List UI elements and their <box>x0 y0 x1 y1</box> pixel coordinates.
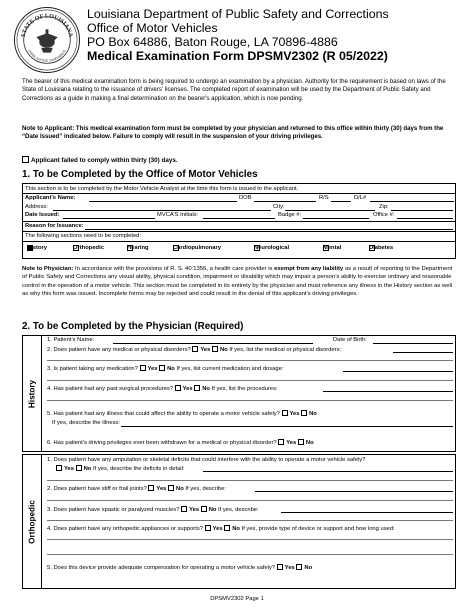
applicant-name-label: Applicant’s Name: <box>25 195 76 201</box>
o4-no-checkbox[interactable] <box>224 525 230 531</box>
orthopedic-side-label: Orthopedic <box>23 455 42 588</box>
o1-yes-checkbox[interactable] <box>56 465 62 471</box>
city-field[interactable] <box>285 210 375 211</box>
intro-paragraph: The bearer of this medical examination form is being required to undergo an examination by a physician. Authority for the requirement is based on laws of the State of Louisiana relating to the issuance of drivers' licenses. The completed report of examination will be used by the Department of Public Safety and Corrections as a guide in making a final determination on the bearer's application, which is now pending. <box>22 78 446 102</box>
failed-comply-row <box>22 156 178 164</box>
reason-field[interactable] <box>85 229 453 230</box>
ortho-q3: 3. Does patient have spastic or paralyzed muscles? Yes No If yes, describe: <box>47 507 259 513</box>
q5-no-checkbox[interactable] <box>301 410 307 416</box>
dl-field[interactable] <box>370 201 454 202</box>
section1-title: 1. To be Completed by the Office of Motor Vehicles <box>22 169 258 180</box>
zip-label: Zip: <box>379 203 389 210</box>
history-section <box>22 335 456 452</box>
failed-comply-label: Applicant failed to comply within thirty (30) days. <box>31 157 178 164</box>
date-issued-field[interactable] <box>63 218 155 219</box>
history-q3: 3. Is patient taking any medication? Yes No If yes, list current medication and dosage: <box>47 366 284 372</box>
patient-dob-label: Date of Birth: <box>333 337 367 343</box>
dl-label: D/L# <box>354 195 367 201</box>
q5-detail-label: If yes, describe the illness: <box>52 420 120 426</box>
section1-box: This section is to be completed by the Motor Vehicle Analyst at the time this form is issued to the applicant. Applicant’s Name: DOB R/S D/L# Address: City: Zip: Date Issued: MVCA’S Initials: Badge #: Office #: Reason for Issuance: The following sections need to be completed: History Orthopedic Hearing Cardiopulmonary Neurological Mental Diabetes <box>22 183 456 259</box>
applicant-name-field[interactable] <box>89 201 237 202</box>
q3-detail-field[interactable] <box>343 371 453 372</box>
history-q2: 2. Does patient have any medical or physical disorders? Yes No If yes, list the medical or physical disorders: <box>47 347 342 353</box>
o2-detail-field[interactable] <box>255 491 453 492</box>
q3-no-checkbox[interactable] <box>159 365 165 371</box>
section1-intro: This section is to be completed by the Motor Vehicle Analyst at the time this form is issued to the applicant. <box>25 185 299 192</box>
form-title: Medical Examination Form DPSMV2302 (R 05/2022) <box>87 49 388 63</box>
history-q4: 4. Has patient had any past surgical procedures? Yes No If yes, list the procedures: <box>47 386 278 392</box>
o2-yes-checkbox[interactable] <box>148 485 154 491</box>
dob-label: DOB <box>239 195 252 201</box>
office-field[interactable] <box>397 218 453 219</box>
q4-no-checkbox[interactable] <box>194 385 200 391</box>
q4-detail-field[interactable] <box>323 391 453 392</box>
ortho-q1: 1. Does patient have any amputation or skeletal deficits that could interfere with the ability to operate a motor vehicle safely? <box>47 457 366 463</box>
svg-text:STATE OF LOUISIANA: STATE OF LOUISIANA <box>20 13 74 38</box>
sections-needed-label: The following sections need to be completed: <box>25 233 142 239</box>
office-label: Office #: <box>373 212 395 218</box>
section2-title: 2. To be Completed by the Physician (Required) <box>22 321 244 332</box>
history-q6: 6. Has patient’s driving privileges ever been withdrawn for a medical or physical disorder? Yes No <box>47 440 314 446</box>
failed-comply-checkbox[interactable] <box>22 156 29 163</box>
ortho-q2: 2. Does patient have stiff or frail joints? Yes No If yes, describe: <box>47 486 226 492</box>
page-footer: DPSMV2302 Page 1 <box>210 596 264 602</box>
mvca-initials-field[interactable] <box>203 218 275 219</box>
patient-name-label: 1. Patient’s Name: <box>47 337 95 343</box>
q3-yes-checkbox[interactable] <box>140 365 146 371</box>
address-field[interactable] <box>53 210 271 211</box>
o3-no-checkbox[interactable] <box>201 506 207 512</box>
date-issued-label: Date Issued: <box>25 212 60 218</box>
orthopedic-section <box>22 454 456 589</box>
o5-no-checkbox[interactable] <box>296 564 302 570</box>
o3-yes-checkbox[interactable] <box>181 506 187 512</box>
louisiana-state-seal <box>14 7 80 73</box>
history-q5: 5. Has patient had any illness that could affect the ability to operate a motor vehicle safely? Yes No <box>47 411 317 417</box>
address-label: Address: <box>25 203 48 210</box>
history-side-label: History <box>23 336 42 451</box>
q2-yes-checkbox[interactable] <box>192 346 198 352</box>
ortho-q5: 5. Does this device provide adequate compensation for operating a motor vehicle safely? Yes No <box>47 565 313 571</box>
patient-dob-field[interactable] <box>373 343 453 344</box>
q6-no-checkbox[interactable] <box>298 439 304 445</box>
q2-detail-field[interactable] <box>393 352 453 353</box>
q4-yes-checkbox[interactable] <box>175 385 181 391</box>
rs-label: R/S <box>319 195 329 201</box>
office-name: Office of Motor Vehicles <box>87 21 218 35</box>
note-to-physician: Note to Physician: In accordance with the provisions of R. S. 40:1356, a health care provider is exempt from any liability as a result of reporting to the Department of Public Safety and Corrections any visual ability, physical condition, impairment or disability which may impair a person’s ability to exercise ordinary and reasonable control in the operation of a motor vehicle. This section must be completed in its entirety by the physician and must reference any illness in the History section as well as why this form was issued. Incomplete forms may be rejected and could result in the denial of this applicant’s driving privileges. <box>22 266 453 297</box>
o2-no-checkbox[interactable] <box>168 485 174 491</box>
note-to-applicant: Note to Applicant: This medical examination form must be completed by your physician and returned to this office within thirty (30) days from the “Date Issued” indicated below. Failure to comply will result in the suspension of your driving privileges. <box>22 125 444 141</box>
o1-detail-field[interactable] <box>203 471 453 472</box>
o1-no-checkbox[interactable] <box>76 465 82 471</box>
q5-yes-checkbox[interactable] <box>282 410 288 416</box>
o3-detail-field[interactable] <box>281 512 453 513</box>
ortho-q4: 4. Does patient have any orthopedic appliances or supports? Yes No If yes, provide type of device or support and how long used: <box>47 526 395 532</box>
patient-name-field[interactable] <box>113 343 313 344</box>
q2-no-checkbox[interactable] <box>212 346 218 352</box>
rs-field[interactable] <box>331 201 351 202</box>
form-header <box>87 7 389 63</box>
reason-label: Reason for Issuance: <box>25 223 84 229</box>
zip-field[interactable] <box>391 210 453 211</box>
ortho-q1-answers: Yes No If yes, describe the deficits in detail: <box>56 465 185 472</box>
mailing-address: PO Box 64886, Baton Rouge, LA 70896-4886 <box>87 35 338 49</box>
dob-field[interactable] <box>254 201 316 202</box>
badge-label: Badge #: <box>278 212 302 218</box>
badge-field[interactable] <box>303 218 369 219</box>
svg-text:UNION JUSTICE CONFIDENCE: UNION JUSTICE CONFIDENCE <box>27 49 67 63</box>
o4-yes-checkbox[interactable] <box>205 525 211 531</box>
department-name: Louisiana Department of Public Safety and Corrections <box>87 7 389 21</box>
q5-detail-field[interactable] <box>121 426 453 427</box>
o5-yes-checkbox[interactable] <box>277 564 283 570</box>
mvca-initials-label: MVCA’S Initials: <box>157 212 199 218</box>
city-label: City: <box>273 203 285 210</box>
q6-yes-checkbox[interactable] <box>278 439 284 445</box>
